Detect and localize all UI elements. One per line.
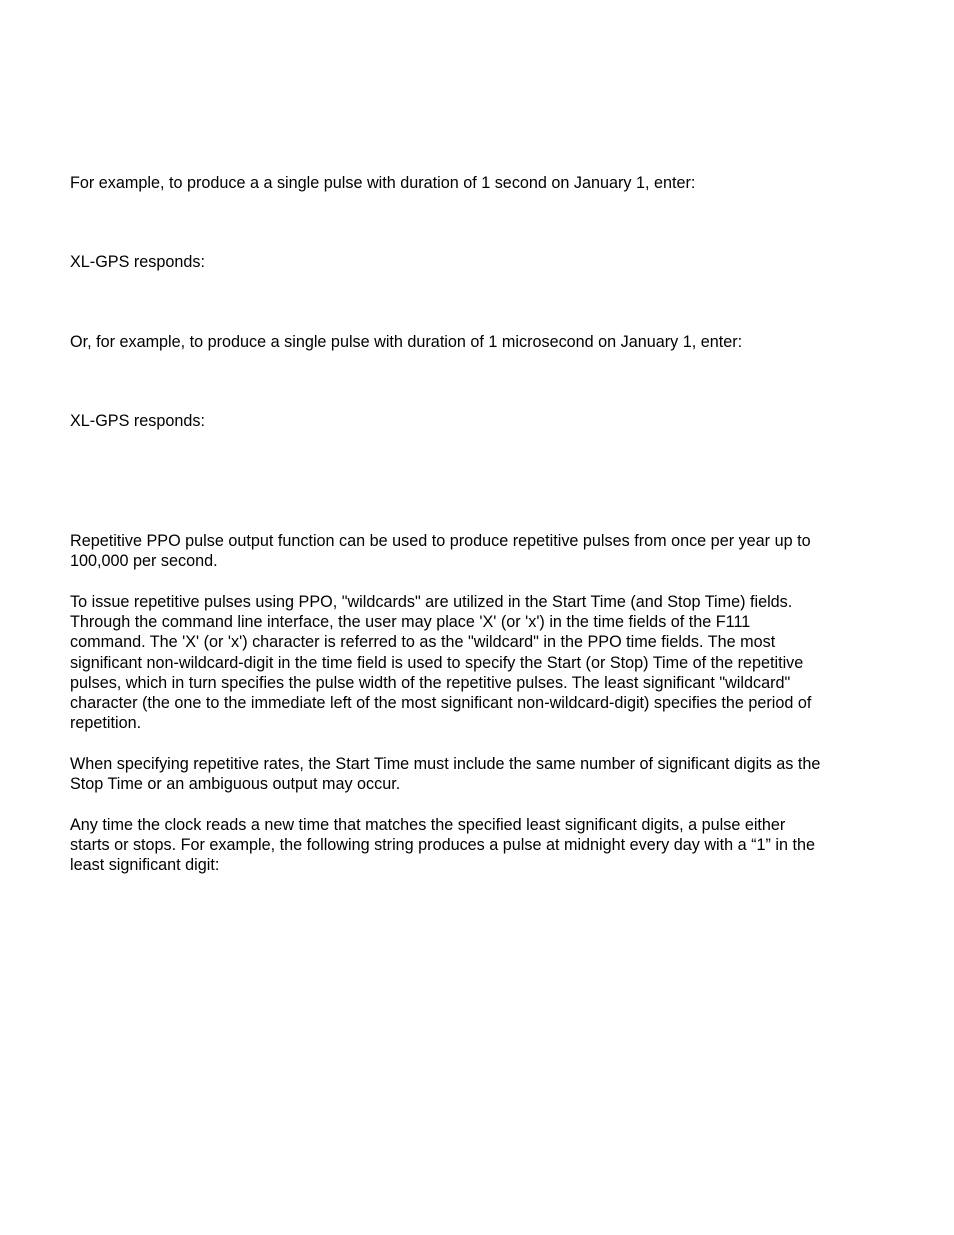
text-line: Through the command line interface, the user may place 'X' (or 'x') in the time fields of the F111 <box>70 613 751 632</box>
paragraph-wildcards <box>70 592 860 733</box>
paragraph-match-digits <box>70 815 860 876</box>
text-line: character (the one to the immediate left of the most significant non-wildcard-digit) specifies the period of <box>70 694 812 713</box>
text-line: Any time the clock reads a new time that matches the specified least significant digits, a pulse either <box>70 816 786 834</box>
paragraph-microsecond-example <box>70 332 860 352</box>
text-line: Stop Time or an ambiguous output may occur. <box>70 775 401 794</box>
text-line: command. The 'X' (or 'x') character is referred to as the "wildcard" in the PPO time fields. The most <box>70 633 776 652</box>
paragraph-repetitive-rates <box>70 754 860 794</box>
text-line: When specifying repetitive rates, the Start Time must include the same number of significant digits as the <box>70 755 821 773</box>
text-line: starts or stops. For example, the following string produces a pulse at midnight every day with a “1” in the <box>70 836 815 855</box>
paragraph-single-pulse-example <box>70 173 860 193</box>
text-line: repetition. <box>70 714 142 733</box>
text-line: For example, to produce a a single pulse with duration of 1 second on January 1, enter: <box>70 174 696 192</box>
text-line: 100,000 per second. <box>70 552 218 571</box>
text-line: XL-GPS responds: <box>70 253 205 271</box>
text-line: significant non-wildcard-digit in the time field is used to specify the Start (or Stop) Time of the repetitive <box>70 653 804 672</box>
text-line: Repetitive PPO pulse output function can be used to produce repetitive pulses from once per year up to <box>70 532 811 550</box>
text-line: Or, for example, to produce a single pulse with duration of 1 microsecond on January 1, enter: <box>70 333 743 351</box>
paragraph-repetitive-ppo <box>70 531 860 571</box>
text-line: least significant digit: <box>70 856 220 875</box>
text-line: XL-GPS responds: <box>70 412 205 430</box>
paragraph-responds-1 <box>70 252 860 272</box>
paragraph-responds-2 <box>70 411 860 431</box>
text-line: pulses, which in turn specifies the pulse width of the repetitive pulses. The least significant "wildcard" <box>70 673 791 692</box>
text-line: To issue repetitive pulses using PPO, "wildcards" are utilized in the Start Time (and Stop Time) fields. <box>70 593 793 611</box>
